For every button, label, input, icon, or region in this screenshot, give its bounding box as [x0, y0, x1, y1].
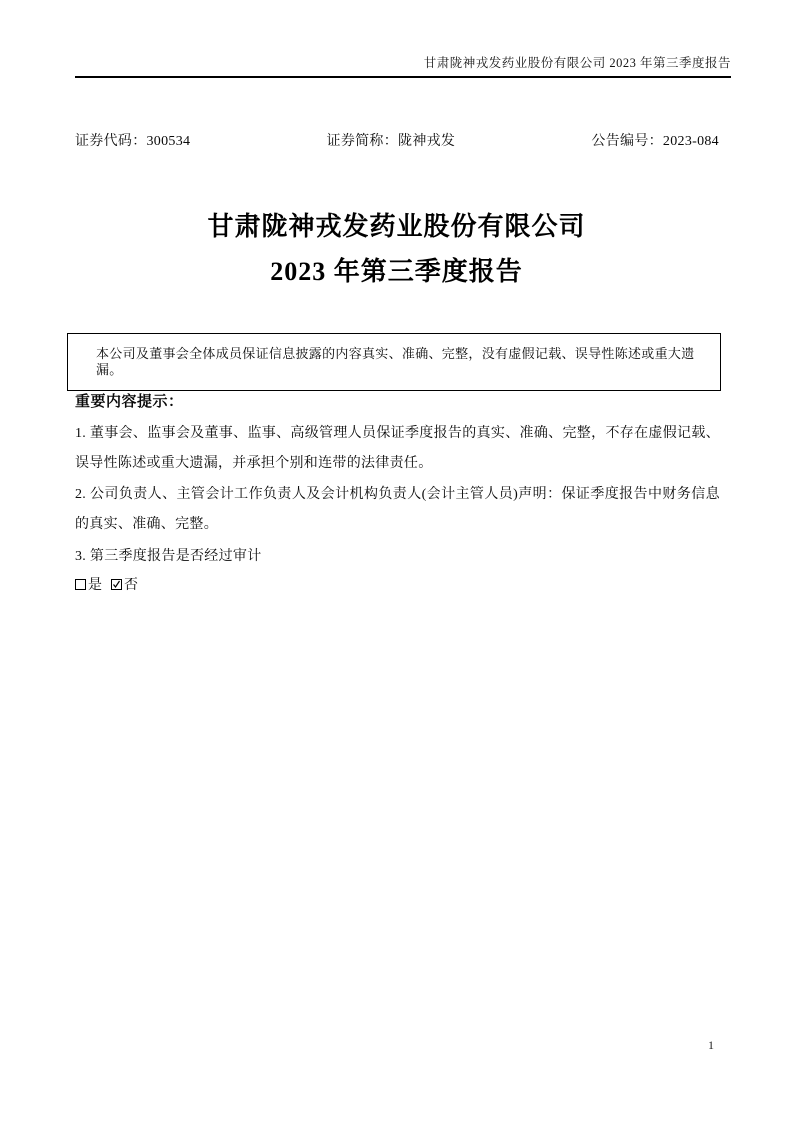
securities-info-row [75, 130, 719, 150]
audit-option-no [111, 574, 138, 594]
notice-item-3: 3. 第三季度报告是否经过审计 [75, 549, 262, 564]
important-notice-heading: 重要内容提示： [75, 394, 184, 410]
audit-option-yes [75, 574, 102, 594]
audit-option-no-label: 否 [124, 578, 138, 593]
declaration-text: 本公司及董事会全体成员保证信息披露的内容真实、准确、完整，没有虚假记载、误导性陈述或重大遗漏。 [96, 346, 695, 377]
checkbox-unchecked-icon [75, 579, 86, 590]
stock-code-label: 证券代码：300534 [75, 134, 191, 149]
title-block [0, 210, 793, 288]
checkbox-checked-icon [111, 579, 122, 590]
notice-item-2: 2. 公司负责人、主管会计工作负责人及会计机构负责人(会计主管人员)声明：保证季度报告中财务信息的真实、准确、完整。 [75, 487, 720, 532]
page-number: 1 [708, 1038, 714, 1052]
report-period-title: 2023 年第三季度报告 [270, 257, 523, 286]
notice-item-1: 1. 董事会、监事会及董事、监事、高级管理人员保证季度报告的真实、准确、完整，不存在虚假记载、误导性陈述或重大遗漏，并承担个别和连带的法律责任。 [75, 426, 720, 471]
running-header [75, 53, 731, 78]
running-header-text: 甘肃陇神戎发药业股份有限公司 2023 年第三季度报告 [423, 56, 731, 70]
declaration-box [67, 333, 721, 391]
company-name-title: 甘肃陇神戎发药业股份有限公司 [207, 212, 586, 241]
announcement-number-label: 公告编号：2023-084 [591, 134, 719, 149]
audit-option-yes-label: 是 [88, 578, 102, 593]
audit-checkbox-row [75, 574, 138, 594]
stock-abbr-label: 证券简称：陇神戎发 [326, 134, 456, 149]
